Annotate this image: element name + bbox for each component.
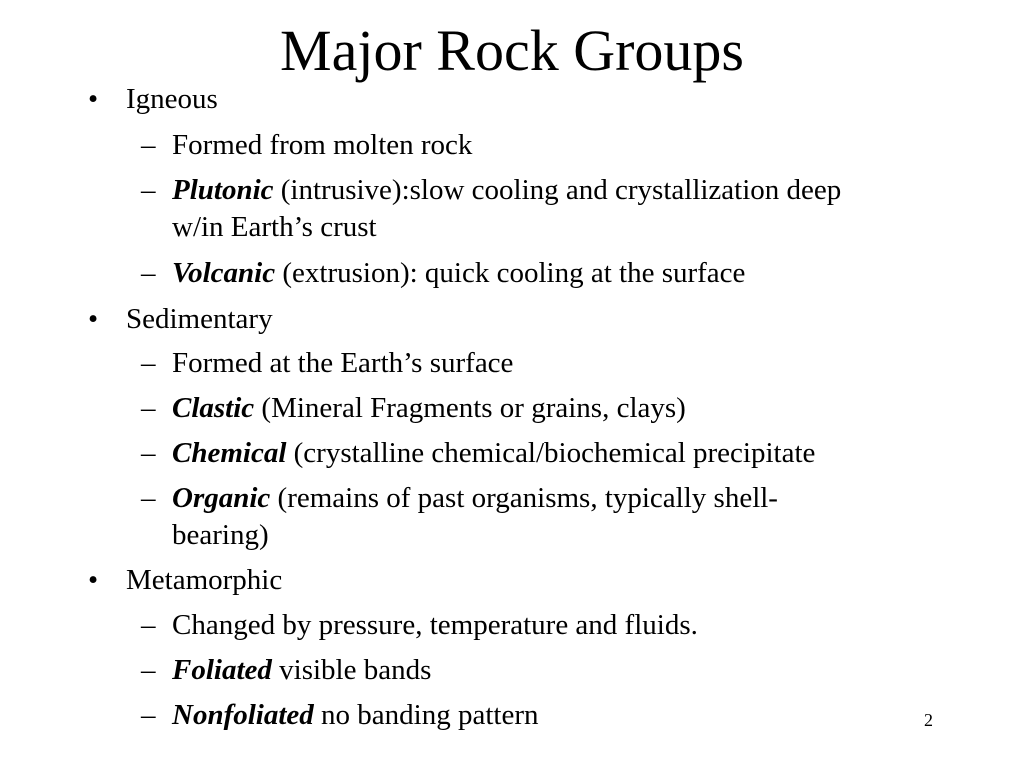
term-description: visible bands xyxy=(271,654,432,686)
sub-item-text: Changed by pressure, temperature and fluids. xyxy=(172,609,698,641)
sub-item-text xyxy=(172,696,538,734)
sub-item-text xyxy=(172,434,815,472)
page-number: 2 xyxy=(924,710,933,730)
dash-icon: – xyxy=(141,609,156,641)
term-description: (crystalline chemical/biochemical precipitate xyxy=(286,437,816,469)
bullet-icon: • xyxy=(88,564,99,596)
slide-title: Major Rock Groups xyxy=(280,18,744,83)
bullet-icon: • xyxy=(88,303,99,335)
sub-item-text xyxy=(172,479,778,517)
sub-item-text xyxy=(172,171,841,209)
term-description: (extrusion): quick cooling at the surface xyxy=(275,257,746,289)
sub-item-text: Formed at the Earth’s surface xyxy=(172,347,514,379)
sub-item-text xyxy=(172,389,686,427)
term-description: (remains of past organisms, typically shell- xyxy=(270,482,778,514)
sub-item-text xyxy=(172,254,745,292)
sub-item-text xyxy=(172,651,431,689)
term-emphasis: Clastic xyxy=(172,392,255,424)
dash-icon: – xyxy=(141,129,156,161)
sub-item-text: Formed from molten rock xyxy=(172,129,473,161)
dash-icon: – xyxy=(141,174,156,206)
term-emphasis: Organic xyxy=(172,482,271,514)
dash-icon: – xyxy=(141,482,156,514)
bullet-label: Sedimentary xyxy=(126,303,273,335)
dash-icon: – xyxy=(141,654,156,686)
bullet-icon: • xyxy=(88,83,99,115)
dash-icon: – xyxy=(141,437,156,469)
term-emphasis: Nonfoliated xyxy=(172,699,314,731)
dash-icon: – xyxy=(141,347,156,379)
term-description: (Mineral Fragments or grains, clays) xyxy=(254,392,686,424)
term-emphasis: Volcanic xyxy=(172,257,276,289)
sub-item-text: w/in Earth’s crust xyxy=(172,211,377,243)
dash-icon: – xyxy=(141,392,156,424)
dash-icon: – xyxy=(141,257,156,289)
bullet-label: Igneous xyxy=(126,83,218,115)
sub-item-text: bearing) xyxy=(172,519,269,551)
term-description: no banding pattern xyxy=(313,699,539,731)
term-emphasis: Chemical xyxy=(172,437,287,469)
term-emphasis: Plutonic xyxy=(172,174,274,206)
term-description: (intrusive):slow cooling and crystallization deep xyxy=(273,174,842,206)
dash-icon: – xyxy=(141,699,156,731)
term-emphasis: Foliated xyxy=(172,654,272,686)
bullet-label: Metamorphic xyxy=(126,564,283,596)
